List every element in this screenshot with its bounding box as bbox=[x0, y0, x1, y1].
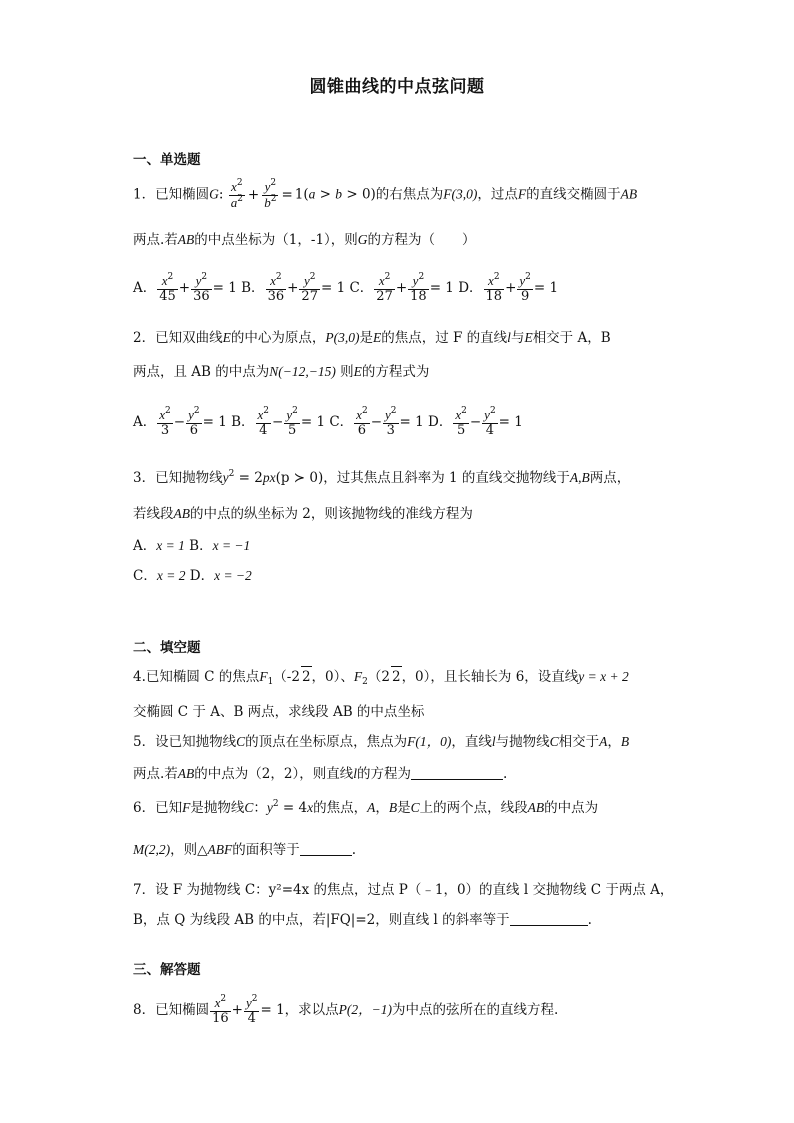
question-1-line-2: 两点.若AB的中点坐标为（1，-1），则G的方程为（ ） bbox=[133, 232, 476, 248]
question-2-options: A． $\frac{x^2}{3}$ − $\frac{y^2}{6}$ = 1 B． $\frac{x^2}{4}$ − $\frac{y^2}{5}$ = 1 C． $\frac{x^2}{6}$ − $\frac{y^2}{3}$ = 1 D． $\frac{x^2}{5}$ − $\frac{y^2}{4}$ = 1 bbox=[133, 406, 523, 438]
question-5-line-2: 两点.若AB的中点为（2，2），则直线l的方程为 . bbox=[133, 766, 508, 782]
answer-blank[interactable] bbox=[411, 779, 503, 780]
section-single-choice: 一、单选题 bbox=[133, 152, 201, 168]
question-6-line-2: M(2,2)，则△ABF的面积等于 . bbox=[133, 842, 357, 858]
question-1-options: A． $\frac{x^2}{45}$ + $\frac{y^2}{36}$ = 1 B． $\frac{x^2}{36}$ + $\frac{y^2}{27}$ = 1 C． $\frac{x^2}{27}$ + $\frac{y^2}{18}$ = 1 D． $\frac{x^2}{18}$ + $\frac{y^2}{9}$ = 1 bbox=[133, 272, 559, 304]
question-3-options-ab: A．x = 1 B．x = −1 bbox=[133, 538, 251, 554]
section-fill-in: 二、填空题 bbox=[133, 640, 201, 656]
question-2-line-1: 2．已知双曲线E的中心为原点，P(3,0)是E的焦点，过 F 的直线l与E相交于 A，B bbox=[133, 330, 611, 346]
question-8-line-1: 8．已知椭圆 $\frac{x^2}{16}$ + $\frac{y^2}{4}$ = 1，求以点P(2，−1)为中点的弦所在的直线方程. bbox=[133, 994, 559, 1026]
fraction: $\frac{x^2}{a^2}$ bbox=[230, 178, 243, 210]
question-3-line-2: 若线段AB的中点的纵坐标为 2，则该抛物线的准线方程为 bbox=[133, 506, 473, 522]
question-1-line-1: 1．已知椭圆G: $\frac{x^2}{a^2}$ + $\frac{y^2}{b^2}$ = 1(a > b > 0)的右焦点为F(3,0)，过点F的直线交椭圆于AB bbox=[133, 178, 638, 210]
question-7-line-2: B，点 Q 为线段 AB 的中点，若|FQ|=2，则直线 l 的斜率等于 . bbox=[133, 912, 592, 928]
question-6-line-1: 6．已知F是抛物线C：$y^2 = 4x$的焦点，A，B是C上的两个点，线段AB的中点为 bbox=[133, 799, 599, 816]
answer-blank[interactable] bbox=[300, 855, 352, 856]
question-7-line-1: 7．设 F 为抛物线 C：y²=4x 的焦点，过点 P（﹣1，0）的直线 l 交抛物线 C 于两点 A， bbox=[133, 882, 674, 898]
question-4-line-2: 交椭圆 C 于 A、B 两点，求线段 AB 的中点坐标 bbox=[133, 704, 425, 720]
page-title: 圆锥曲线的中点弦问题 bbox=[309, 77, 485, 97]
question-5-line-1: 5．设已知抛物线C的顶点在坐标原点，焦点为F(1，0)，直线l与抛物线C相交于A，B bbox=[133, 734, 630, 750]
fraction: $\frac{y^2}{b^2}$ bbox=[264, 178, 277, 210]
section-answer: 三、解答题 bbox=[133, 962, 201, 978]
answer-blank[interactable] bbox=[510, 925, 588, 926]
question-4-line-1: 4.已知椭圆 C 的焦点$F_1(-2$ 2，0）、$F_2(2$ 2，0），且长轴长为 6，设直线y = x + 2 bbox=[133, 666, 693, 687]
question-2-line-2: 两点，且 AB 的中点为N(−12,−15) 则E的方程式为 bbox=[133, 364, 430, 380]
question-3-line-1: 3．已知抛物线$y^2 = 2px(p$ ≻ 0)，过其焦点且斜率为 1 的直线交抛物线于A,B两点， bbox=[133, 469, 631, 486]
question-3-options-cd: C．x = 2 D．x = −2 bbox=[133, 568, 252, 584]
